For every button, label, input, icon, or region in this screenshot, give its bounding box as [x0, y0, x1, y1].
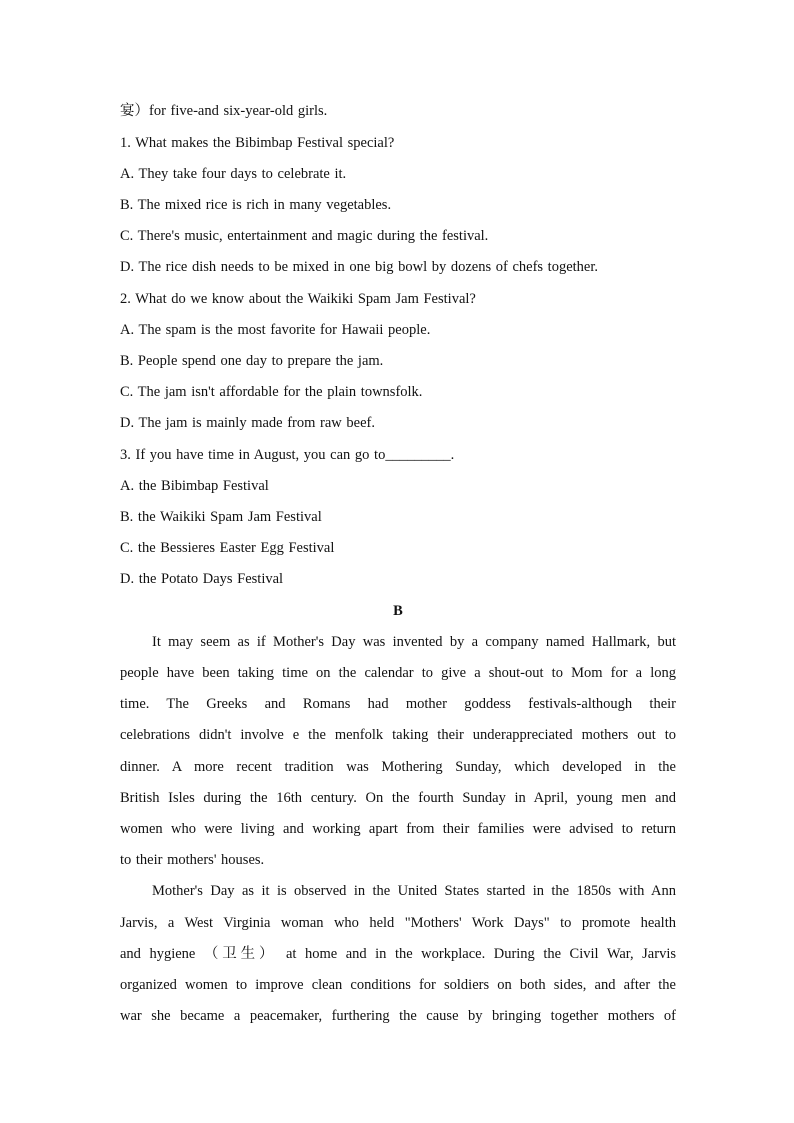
- question-2-option-d: D. The jam is mainly made from raw beef.: [120, 415, 375, 431]
- question-3-option-d: D. the Potato Days Festival: [120, 571, 284, 587]
- paragraph-2-line: Mother's Day as it is observed in the United States started in the 1850s with Ann: [152, 883, 676, 899]
- paragraph-1-line: time. The Greeks and Romans had mother goddess festivals-although their: [120, 696, 676, 712]
- question-2-option-c: C. The jam isn't affordable for the plain townsfolk.: [120, 384, 423, 400]
- question-1-option-b: B. The mixed rice is rich in many vegetables.: [120, 197, 392, 213]
- paragraph-2-line: organized women to improve clean conditions for soldiers on both sides, and after the: [120, 977, 676, 993]
- paragraph-1-line: It may seem as if Mother's Day was invented by a company named Hallmark, but: [152, 634, 676, 650]
- question-1-stem: 1. What makes the Bibimbap Festival special?: [120, 135, 395, 151]
- paragraph-1-line: celebrations didn't involve e the menfolk taking their underappreciated mothers out to: [120, 727, 676, 743]
- question-3-option-c: C. the Bessieres Easter Egg Festival: [120, 540, 335, 556]
- paragraph-1-line: people have been taking time on the calendar to give a shout-out to Mom for a long: [120, 665, 676, 681]
- paragraph-2-line: Jarvis, a West Virginia woman who held "Mothers' Work Days" to promote health: [120, 915, 676, 931]
- question-2-option-a: A. The spam is the most favorite for Hawaii people.: [120, 322, 431, 338]
- paragraph-1-line: to their mothers' houses.: [120, 852, 265, 868]
- paragraph-2-line: and hygiene （卫生） at home and in the workplace. During the Civil War, Jarvis: [120, 946, 676, 962]
- question-2-option-b: B. People spend one day to prepare the jam.: [120, 353, 384, 369]
- question-3-stem: 3. If you have time in August, you can go to_________.: [120, 447, 455, 463]
- section-heading: B: [393, 603, 403, 619]
- question-2-stem: 2. What do we know about the Waikiki Spam Jam Festival?: [120, 291, 476, 307]
- paragraph-1-line: British Isles during the 16th century. On the fourth Sunday in April, young men and: [120, 790, 676, 806]
- paragraph-1-line: dinner. A more recent tradition was Mothering Sunday, which developed in the: [120, 759, 676, 775]
- question-1-option-c: C. There's music, entertainment and magic during the festival.: [120, 228, 489, 244]
- paragraph-1-line: women who were living and working apart from their families were advised to return: [120, 821, 676, 837]
- paragraph-2-line: war she became a peacemaker, furthering the cause by bringing together mothers of: [120, 1008, 676, 1024]
- question-context-line: 宴）for five-and six-year-old girls.: [120, 103, 328, 119]
- question-3-option-a: A. the Bibimbap Festival: [120, 478, 269, 494]
- question-3-option-b: B. the Waikiki Spam Jam Festival: [120, 509, 322, 525]
- question-1-option-d: D. The rice dish needs to be mixed in one big bowl by dozens of chefs together.: [120, 259, 599, 275]
- question-1-option-a: A. They take four days to celebrate it.: [120, 166, 347, 182]
